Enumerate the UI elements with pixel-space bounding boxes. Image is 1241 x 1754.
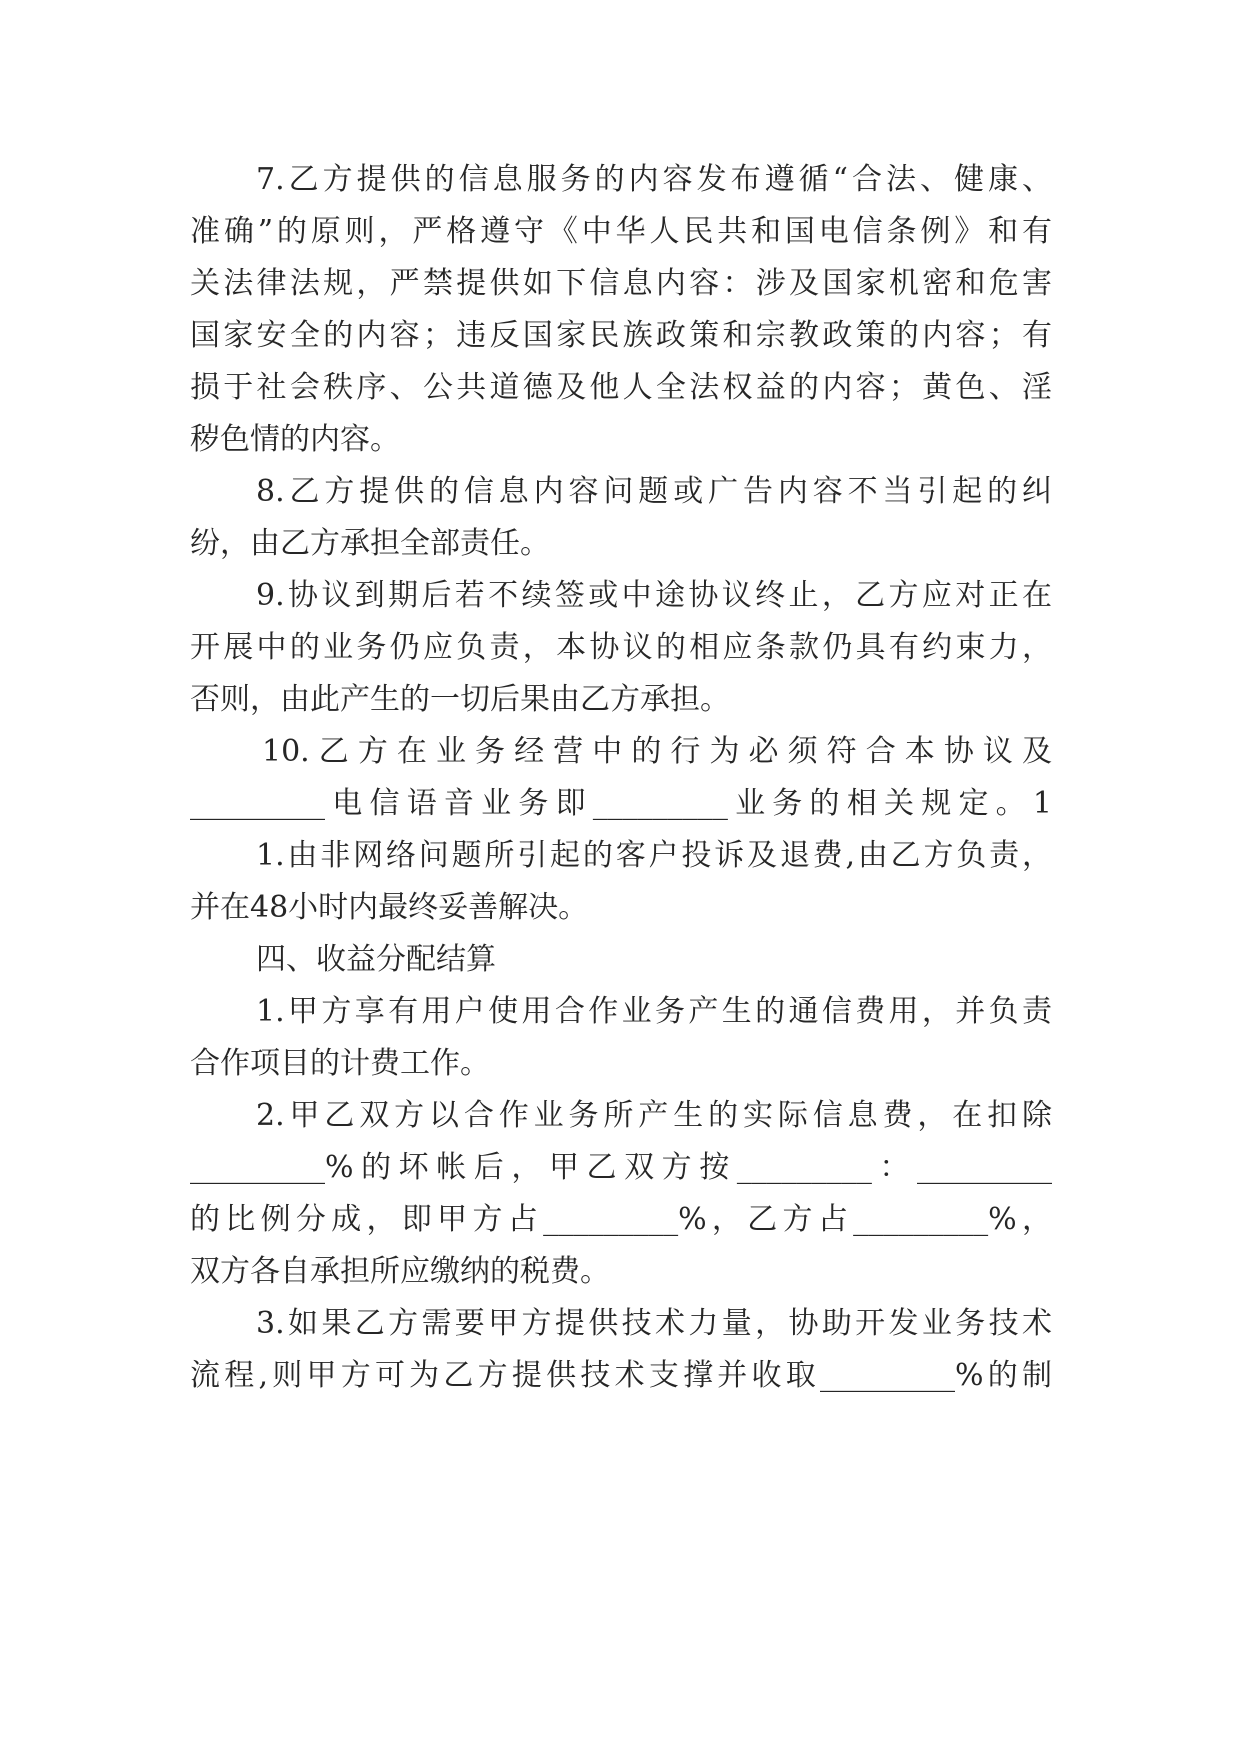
paragraph-10-line-2: _________电信语音业务即_________业务的相关规定。1 bbox=[190, 786, 1052, 821]
section-item-1-line-1: 1.甲方享有用户使用合作业务产生的通信费用，并负责 bbox=[256, 994, 1052, 1029]
paragraph-7-line-2: 准确”的原则，严格遵守《中华人民共和国电信条例》和有 bbox=[190, 214, 1052, 249]
paragraph-8-line-1: 8.乙方提供的信息内容问题或广告内容不当引起的纠 bbox=[256, 474, 1052, 509]
section-item-3-line-2: 流程,则甲方可为乙方提供技术支撑并收取_________%的制 bbox=[190, 1358, 1052, 1393]
section-item-2-line-4: 双方各自承担所应缴纳的税费。 bbox=[190, 1254, 610, 1289]
paragraph-9-line-3: 否则，由此产生的一切后果由乙方承担。 bbox=[190, 682, 730, 717]
paragraph-9-line-1: 9.协议到期后若不续签或中途协议终止，乙方应对正在 bbox=[256, 578, 1052, 613]
paragraph-9-line-2: 开展中的业务仍应负责，本协议的相应条款仍具有约束力， bbox=[190, 630, 1052, 665]
section-heading: 四、收益分配结算 bbox=[256, 942, 496, 977]
paragraph-11-line-2: 并在48小时内最终妥善解决。 bbox=[190, 890, 589, 925]
section-item-2-line-1: 2.甲乙双方以合作业务所产生的实际信息费，在扣除 bbox=[256, 1098, 1052, 1133]
paragraph-11-line-1: 1.由非网络问题所引起的客户投诉及退费,由乙方负责， bbox=[256, 838, 1052, 873]
section-item-2-line-2: _________%的坏帐后，甲乙双方按_________：_________ bbox=[190, 1150, 1052, 1185]
paragraph-8-line-2: 纷，由乙方承担全部责任。 bbox=[190, 526, 550, 561]
paragraph-7-line-6: 秽色情的内容。 bbox=[190, 422, 400, 457]
paragraph-7-line-5: 损于社会秩序、公共道德及他人全法权益的内容；黄色、淫 bbox=[190, 370, 1052, 405]
section-item-2-line-3: 的比例分成，即甲方占_________%，乙方占_________%， bbox=[190, 1202, 1052, 1237]
paragraph-7-line-4: 国家安全的内容；违反国家民族政策和宗教政策的内容；有 bbox=[190, 318, 1052, 353]
paragraph-10-line-1: 10.乙方在业务经营中的行为必须符合本协议及 bbox=[262, 734, 1052, 769]
paragraph-7-line-1: 7.乙方提供的信息服务的内容发布遵循“合法、健康、 bbox=[256, 162, 1052, 197]
section-item-1-line-2: 合作项目的计费工作。 bbox=[190, 1046, 490, 1081]
section-item-3-line-1: 3.如果乙方需要甲方提供技术力量，协助开发业务技术 bbox=[256, 1306, 1052, 1341]
paragraph-7-line-3: 关法律法规，严禁提供如下信息内容：涉及国家机密和危害 bbox=[190, 266, 1052, 301]
